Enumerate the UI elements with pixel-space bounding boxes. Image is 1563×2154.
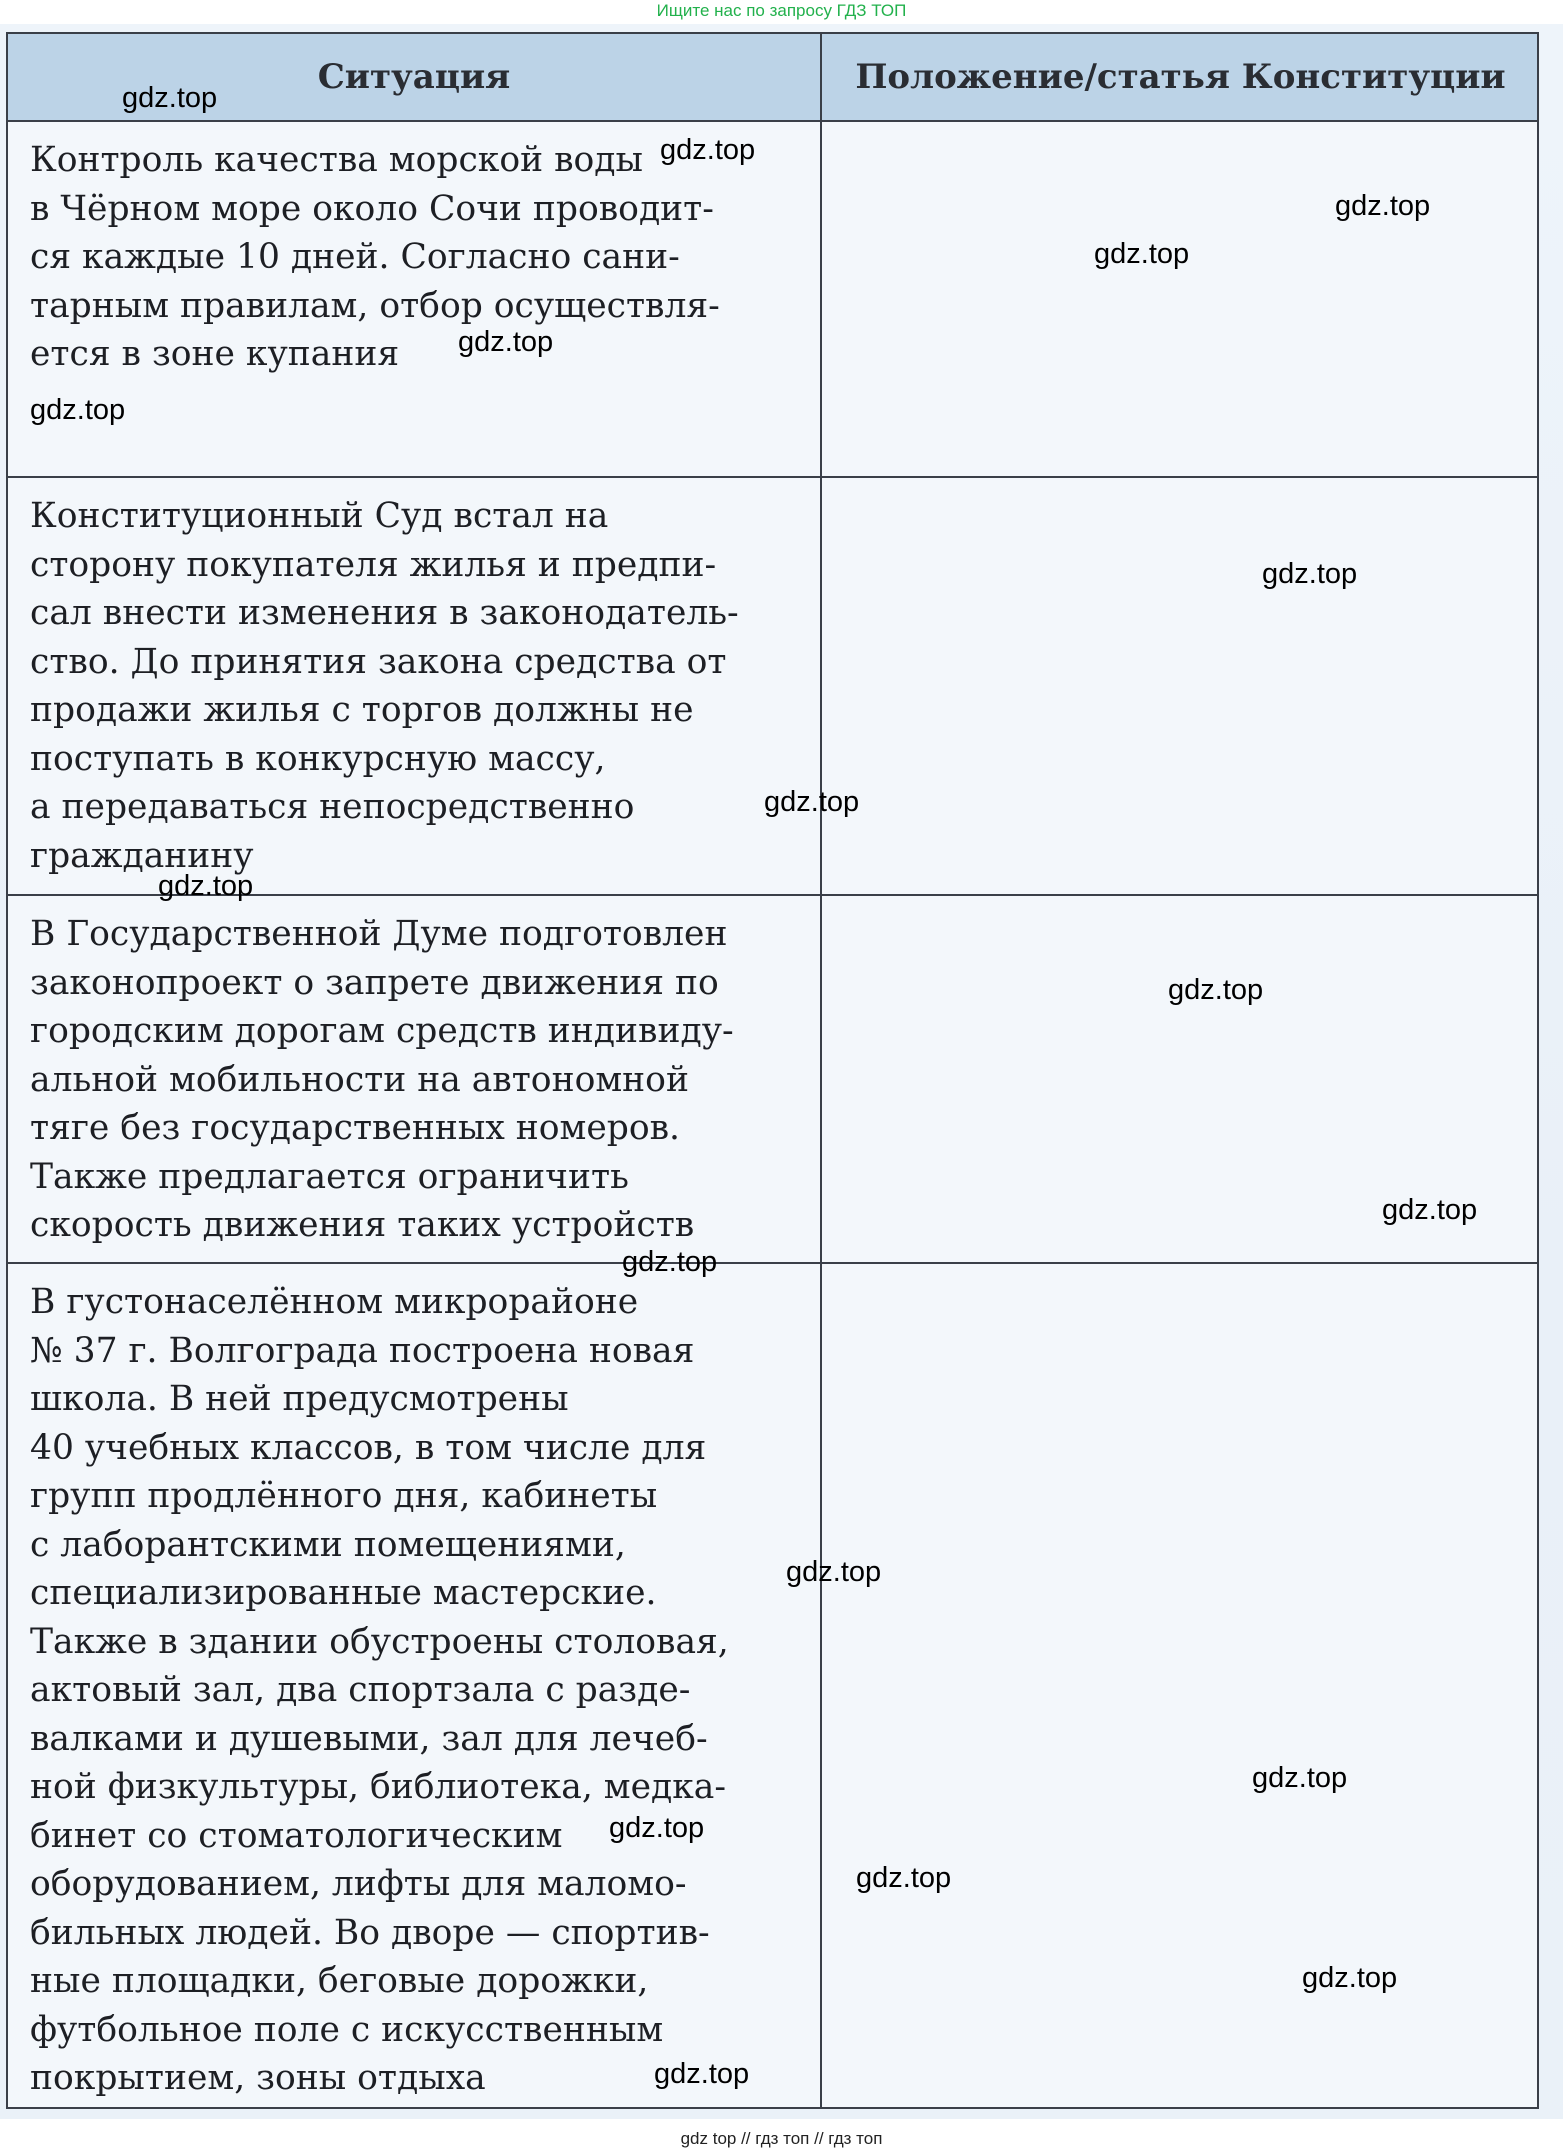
situation-text: В Государственной Думе подготовлен законопроект о запрете движения по городским дорогам средств индивиду- альной мобильности на автономной тяге без государственных номеров. Также предлагается ограничить скорость движения таких устройств (30, 914, 734, 1245)
watermark: gdz.top (609, 1812, 705, 1844)
textbook-page (0, 24, 1563, 2119)
top-banner: Ищите нас по запросу ГДЗ ТОП (656, 1, 907, 20)
situation-constitution-table (6, 32, 1539, 2109)
situation-text: Конституционный Суд встал на сторону покупателя жилья и предпи- сал внести изменения в законодатель- ство. До принятия закона средства от продажи жилья с торгов должны не поступать в конкурсную массу, а передаваться непосредственно гражданину (30, 496, 739, 876)
constitution-answer-cell[interactable] (822, 478, 1539, 894)
watermark: gdz.top (158, 870, 254, 902)
header-constitution: Положение/статья Конституции (855, 57, 1506, 97)
watermark: gdz.top (856, 1862, 952, 1894)
situation-text: Контроль качества морской воды в Чёрном море около Сочи проводит- ся каждые 10 дней. Согласно сани- тарным правилам, отбор осуществля- ется в зоне купания (30, 140, 720, 374)
column-divider (820, 34, 822, 2107)
watermark: gdz.top (1262, 558, 1358, 590)
table-row (8, 478, 1537, 896)
watermark: gdz.top (764, 786, 860, 818)
watermark: gdz.top (622, 1246, 718, 1278)
constitution-answer-cell[interactable] (822, 122, 1539, 476)
watermark: gdz.top (786, 1556, 882, 1588)
table-row (8, 122, 1537, 478)
constitution-answer-cell[interactable] (822, 1264, 1539, 2107)
table-header (8, 34, 1537, 122)
watermark: gdz.top (458, 326, 554, 358)
table-row (8, 896, 1537, 1264)
bottom-bar: gdz top // гдз топ // гдз топ (680, 2129, 883, 2148)
watermark: gdz.top (1252, 1762, 1348, 1794)
watermark: gdz.top (660, 134, 756, 166)
watermark: gdz.top (1094, 238, 1190, 270)
watermark: gdz.top (122, 82, 218, 114)
watermark: gdz.top (1168, 974, 1264, 1006)
header-situation: Ситуация (317, 57, 511, 97)
watermark: gdz.top (1335, 190, 1431, 222)
watermark: gdz.top (654, 2058, 750, 2090)
situation-text: В густонаселённом микрорайоне № 37 г. Волгограда построена новая школа. В ней предусмотрены 40 учебных классов, в том числе для групп продлённого дня, кабинеты с лаборантскими помещениями, специализированные мастерские. Также в здании обустроены столовая, актовый зал, два спортзала с разде- валками и душевыми, зал для лечеб- ной физкультуры, библиотека, медка- бинет со стоматологическим оборудованием, лифты для маломо- бильных людей. Во дворе — спортив- ные площадки, беговые дорожки, футбольное поле с искусственным покрытием, зоны отдыха (30, 1282, 729, 2098)
watermark: gdz.top (1382, 1194, 1478, 1226)
watermark: gdz.top (1302, 1962, 1398, 1994)
watermark: gdz.top (30, 394, 126, 426)
